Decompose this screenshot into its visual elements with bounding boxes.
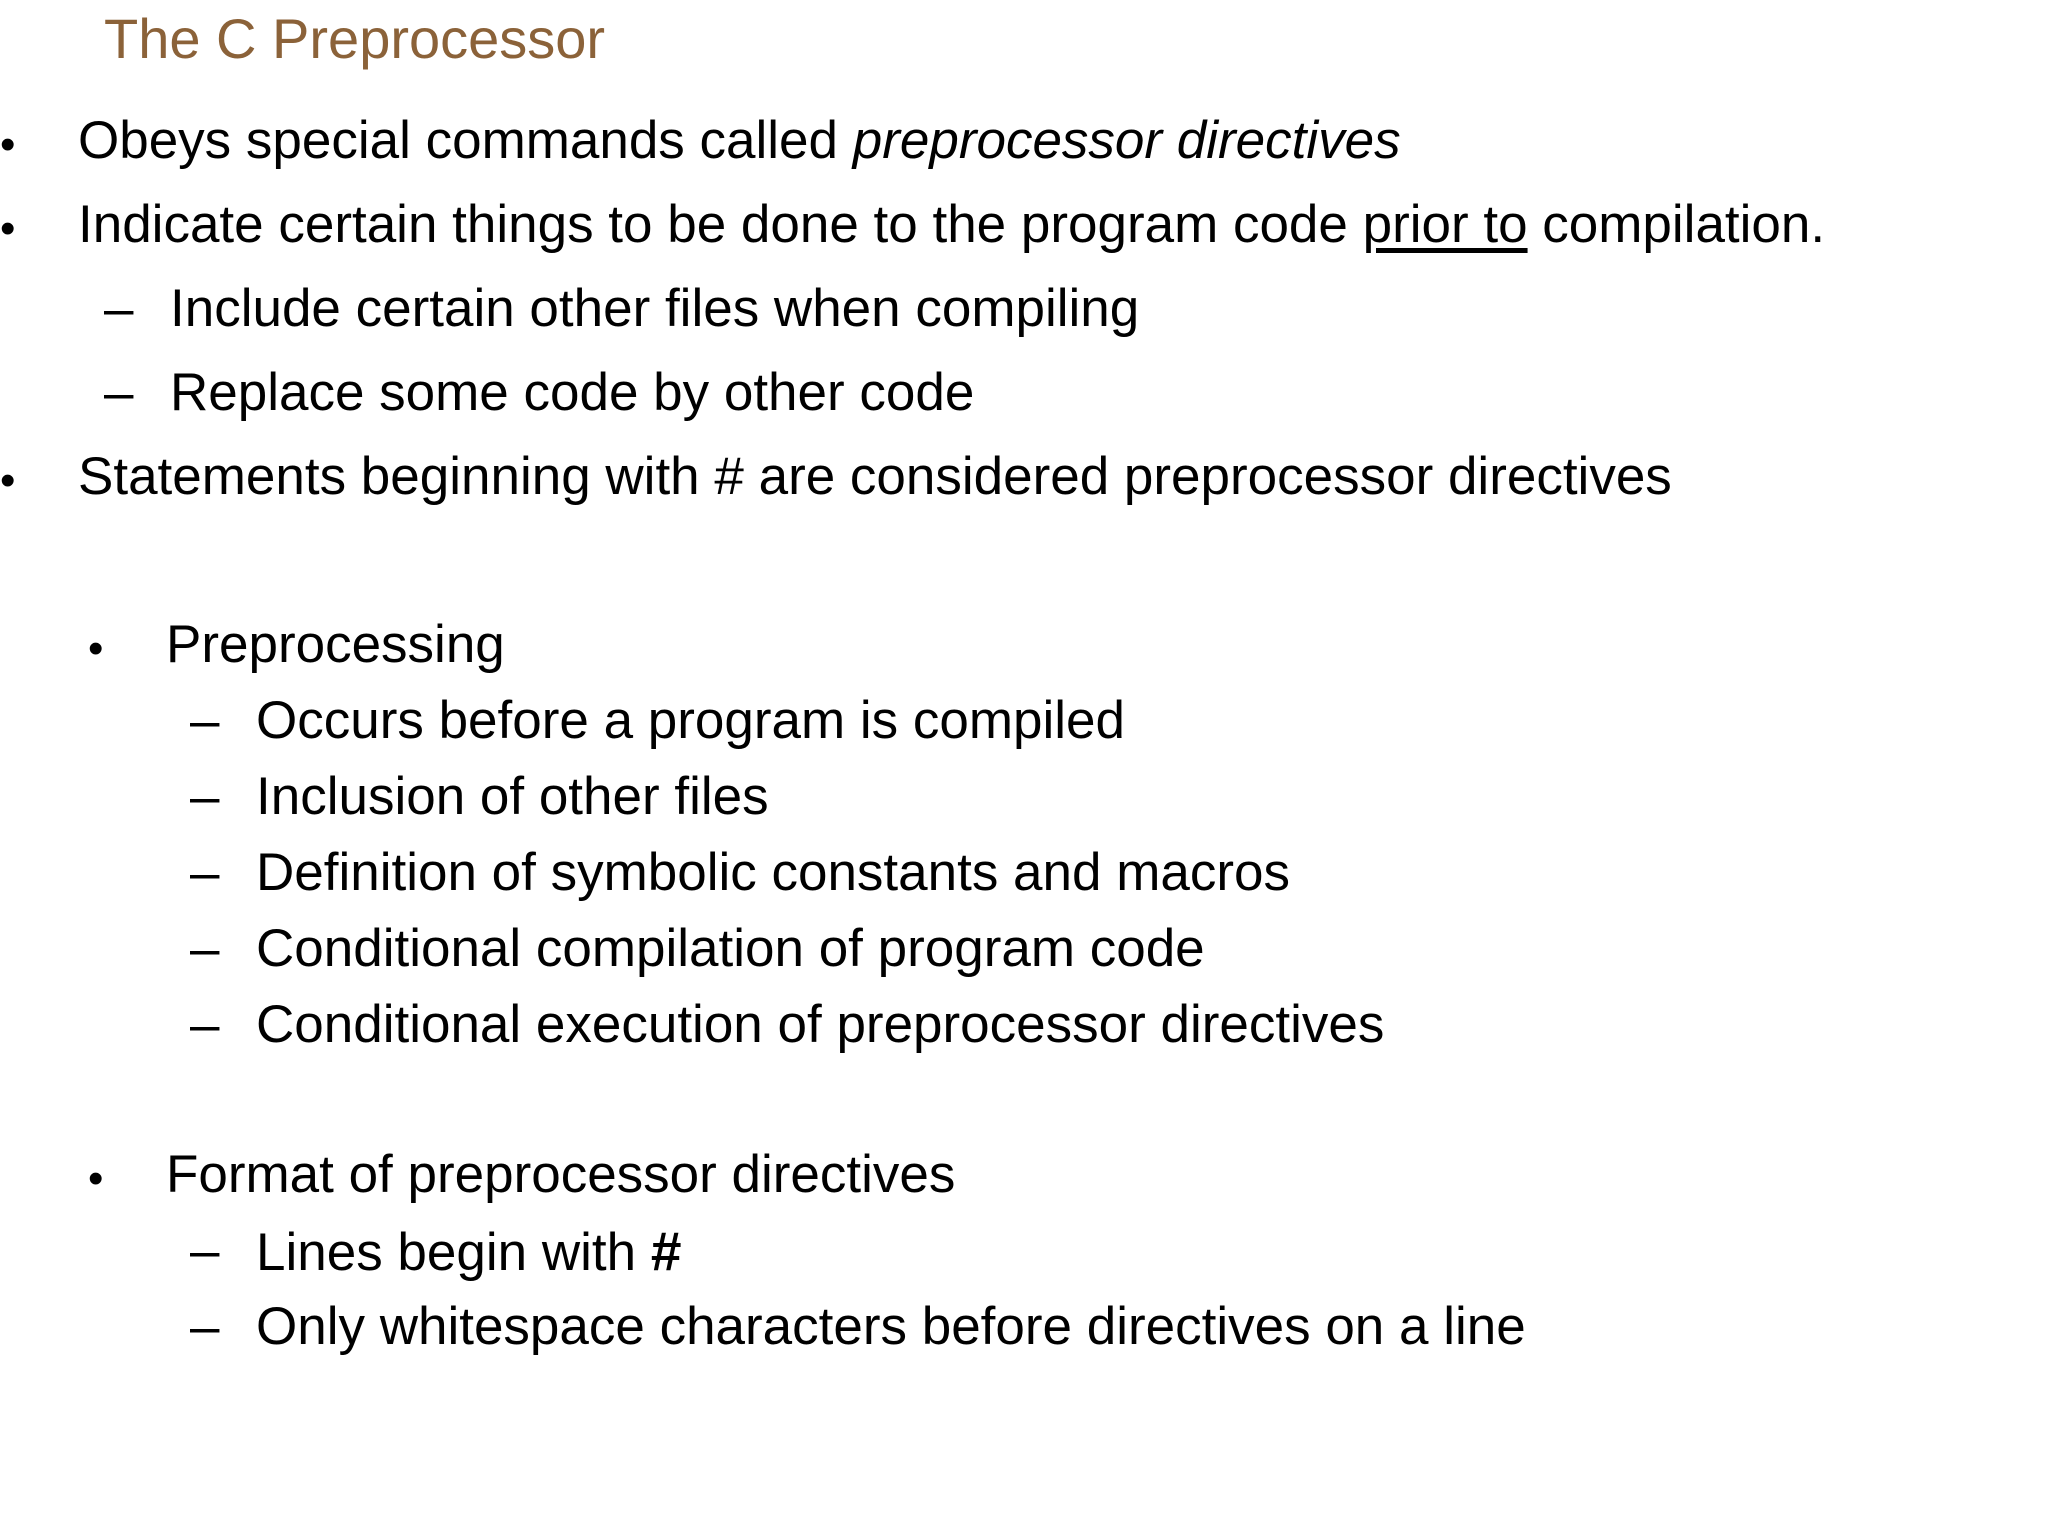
section-heading-text: Format of preprocessor directives	[166, 1145, 956, 1204]
bullet-icon: •	[88, 1154, 104, 1203]
dash-icon: –	[190, 691, 220, 750]
sub-list-item-text: Occurs before a program is compiled	[256, 691, 1125, 750]
bullet-icon: •	[88, 624, 104, 673]
sub-list-item-text: Replace some code by other code	[170, 363, 975, 422]
dash-icon: –	[104, 279, 134, 338]
section-heading-text: Preprocessing	[166, 615, 505, 674]
emphasis-text: preprocessor directives	[852, 111, 1401, 170]
dash-icon: –	[190, 995, 220, 1054]
sub-list-item-text: Lines begin with #	[256, 1220, 682, 1282]
dash-icon: –	[190, 843, 220, 902]
bullet-icon: •	[0, 120, 16, 169]
sub-list-item-text: Inclusion of other files	[256, 767, 769, 826]
sub-list-item-text: Conditional compilation of program code	[256, 919, 1205, 978]
list-item-text: Obeys special commands called preprocessor directives	[78, 111, 1401, 170]
list-item-text: Indicate certain things to be done to the program code prior to compilation.	[78, 195, 1826, 254]
list-item-text: Statements beginning with # are considered preprocessor directives	[78, 447, 1672, 506]
sub-list-item-text: Only whitespace characters before directives on a line	[256, 1297, 1526, 1356]
bullet-icon: •	[0, 204, 16, 253]
dash-icon: –	[190, 919, 220, 978]
sub-list-item-text: Definition of symbolic constants and macros	[256, 843, 1290, 902]
bullet-icon: •	[0, 456, 16, 505]
dash-icon: –	[190, 1221, 220, 1280]
sub-list-item-text: Conditional execution of preprocessor directives	[256, 995, 1385, 1054]
slide-title: The C Preprocessor	[104, 7, 606, 70]
hash-symbol: #	[650, 1220, 682, 1282]
sub-list-item-text: Include certain other files when compiling	[170, 279, 1140, 338]
dash-icon: –	[190, 1297, 220, 1356]
dash-icon: –	[190, 767, 220, 826]
dash-icon: –	[104, 363, 134, 422]
underlined-text: prior to	[1362, 195, 1528, 254]
